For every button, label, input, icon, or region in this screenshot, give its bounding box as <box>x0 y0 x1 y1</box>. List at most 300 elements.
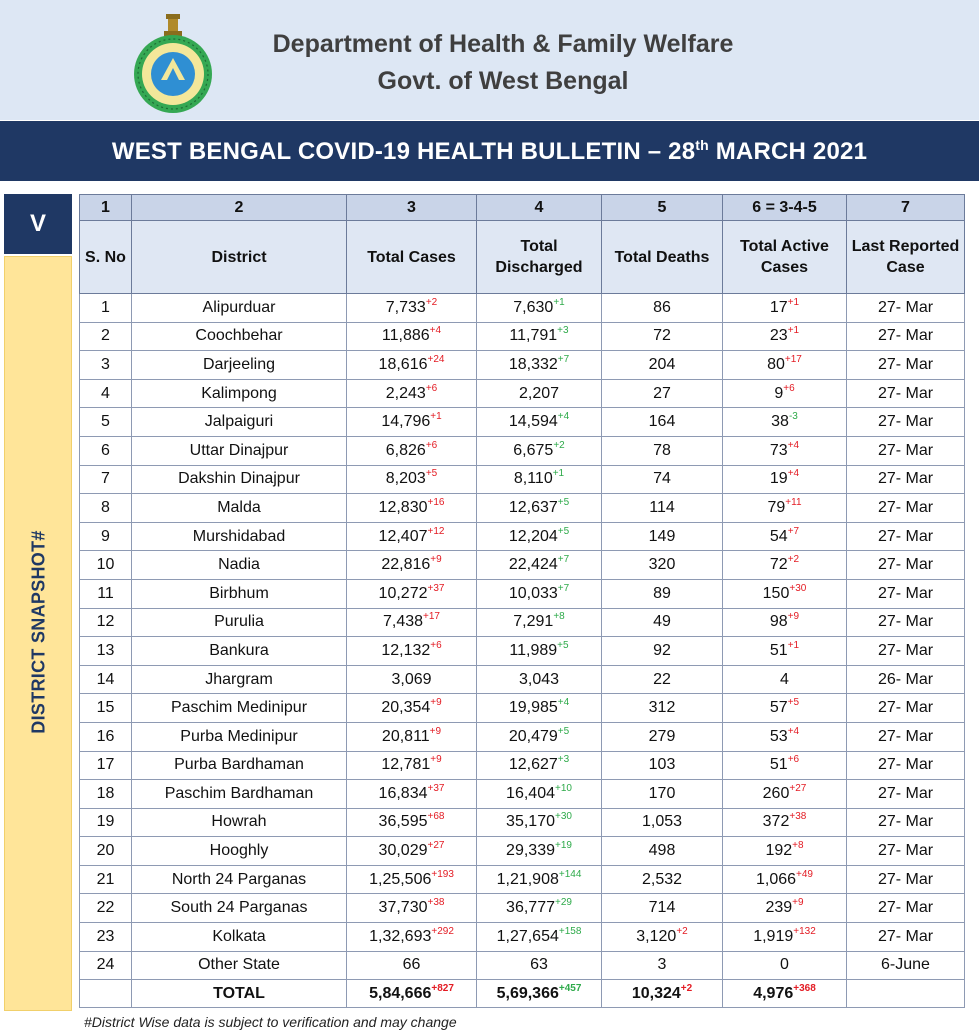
table-row <box>80 865 965 894</box>
total-cases-value: 10,272 <box>378 584 428 602</box>
total-deaths-value: 27 <box>653 384 671 402</box>
total-discharged-change: +4 <box>557 697 570 709</box>
total-active-change: +11 <box>785 496 802 508</box>
serial-number-value: 14 <box>96 670 115 688</box>
total-deaths-value: 92 <box>653 641 671 659</box>
total-deaths-cell <box>602 637 723 666</box>
total-active-cell <box>723 551 847 580</box>
total-cases-value: 16,834 <box>378 784 428 802</box>
serial-number-cell <box>80 608 132 637</box>
total-cases-value: 2,243 <box>385 384 426 402</box>
district-value: Murshidabad <box>192 527 286 545</box>
total-cases-value: 7,438 <box>382 613 424 631</box>
total-discharged-cell <box>477 951 602 980</box>
last-reported-cell <box>847 665 965 694</box>
serial-number-cell <box>80 837 132 866</box>
serial-number-cell <box>80 780 132 809</box>
total-active-cell <box>723 923 847 952</box>
total-discharged-cell <box>477 351 602 380</box>
total-discharged-cell <box>477 722 602 751</box>
last-reported-value: 27- Mar <box>877 327 934 345</box>
total-discharged-change: +1 <box>552 468 565 480</box>
total-active-value: 17 <box>769 298 788 316</box>
serial-number-value: 10 <box>96 556 115 574</box>
bulletin-title-suffix: MARCH 2021 <box>708 138 868 165</box>
total-cases-cell <box>347 465 477 494</box>
total-discharged-change: +5 <box>557 525 570 537</box>
total-active-value: 38 <box>771 413 789 431</box>
total-cases-cell <box>347 923 477 952</box>
total-discharged-value: 3,043 <box>518 670 560 688</box>
total-discharged-cell <box>477 751 602 780</box>
district-value: Jhargram <box>205 670 273 688</box>
total-active-cell <box>723 980 847 1008</box>
total-deaths-cell <box>602 408 723 437</box>
total-cases-cell <box>347 894 477 923</box>
total-discharged-change: +7 <box>557 353 570 365</box>
column-number-row <box>80 195 965 221</box>
serial-number-value: 20 <box>96 842 115 860</box>
district-value: Kolkata <box>212 927 266 945</box>
total-discharged-cell <box>477 865 602 894</box>
district-cell <box>132 837 347 866</box>
total-active-value: 98 <box>769 613 788 631</box>
total-active-change: +4 <box>787 725 800 737</box>
last-reported-value: 27- Mar <box>877 298 934 316</box>
table-row <box>80 894 965 923</box>
total-discharged-value: 7,630 <box>513 298 554 316</box>
total-deaths-cell <box>602 494 723 523</box>
total-discharged-value: 11,791 <box>509 327 558 345</box>
total-cases-change: +9 <box>430 754 442 766</box>
last-reported-value: 27- Mar <box>877 784 934 802</box>
total-active-cell <box>723 579 847 608</box>
total-discharged-value: 63 <box>530 956 548 974</box>
total-discharged-change: +4 <box>557 411 570 423</box>
total-cases-value: 1,25,506 <box>369 870 432 888</box>
district-cell <box>132 465 347 494</box>
total-active-change: +38 <box>789 811 807 823</box>
total-deaths-cell <box>602 465 723 494</box>
column-number: 4 <box>477 195 602 221</box>
bulletin-title-banner <box>0 121 979 181</box>
total-deaths-cell <box>602 980 723 1008</box>
total-cases-cell <box>347 294 477 323</box>
total-cases-cell <box>347 379 477 408</box>
last-reported-cell <box>847 322 965 351</box>
total-deaths-value: 72 <box>653 327 671 345</box>
total-cases-change: +2 <box>425 296 438 308</box>
total-discharged-cell <box>477 294 602 323</box>
serial-number-cell <box>80 951 132 980</box>
total-discharged-cell <box>477 522 602 551</box>
total-discharged-value: 12,627 <box>508 756 558 774</box>
district-value: Alipurduar <box>202 298 276 316</box>
total-active-value: 1,066 <box>755 870 797 888</box>
serial-number-value: 7 <box>101 470 110 488</box>
total-deaths-cell <box>602 665 723 694</box>
total-cases-change: +1 <box>430 411 442 423</box>
total-cases-change: +37 <box>427 582 445 594</box>
total-deaths-value: 2,532 <box>641 870 683 888</box>
district-cell <box>132 923 347 952</box>
total-discharged-cell <box>477 608 602 637</box>
last-reported-value: 27- Mar <box>877 842 934 860</box>
district-value: Nadia <box>218 556 260 574</box>
last-reported-value: 27- Mar <box>877 927 934 945</box>
column-number: 3 <box>347 195 477 221</box>
serial-number-cell <box>80 923 132 952</box>
column-number: 5 <box>602 195 723 221</box>
district-cell <box>132 694 347 723</box>
district-snapshot-table <box>79 194 965 1008</box>
district-cell <box>132 808 347 837</box>
table-row <box>80 408 965 437</box>
district-cell <box>132 436 347 465</box>
total-discharged-value: 2,207 <box>518 384 560 402</box>
total-deaths-value: 498 <box>648 842 676 860</box>
serial-number-value: 17 <box>96 756 115 774</box>
district-cell <box>132 951 347 980</box>
total-cases-value: 3,069 <box>391 670 432 688</box>
serial-number-value: 8 <box>101 498 110 516</box>
table-row <box>80 436 965 465</box>
total-cases-cell <box>347 579 477 608</box>
total-active-value: 239 <box>765 899 793 917</box>
district-cell <box>132 579 347 608</box>
total-discharged-value: 18,332 <box>508 355 558 373</box>
last-reported-cell <box>847 436 965 465</box>
header-total-cases: Total Cases <box>347 221 477 294</box>
total-deaths-cell <box>602 808 723 837</box>
total-active-cell <box>723 780 847 809</box>
total-discharged-change: +2 <box>553 439 565 451</box>
district-value: Malda <box>217 498 261 516</box>
total-active-value: 19 <box>769 470 788 488</box>
total-active-cell <box>723 808 847 837</box>
last-reported-value: 27- Mar <box>877 727 934 745</box>
total-cases-value: 14,796 <box>381 413 431 431</box>
total-active-value: 23 <box>769 327 788 345</box>
total-cases-value: 30,029 <box>378 842 428 860</box>
table-row <box>80 465 965 494</box>
total-deaths-change: +2 <box>676 925 688 937</box>
total-discharged-value: 35,170 <box>506 813 555 831</box>
total-discharged-cell <box>477 780 602 809</box>
total-deaths-cell <box>602 379 723 408</box>
total-active-change: +2 <box>787 554 800 566</box>
total-active-value: 4 <box>780 670 789 688</box>
last-reported-cell <box>847 808 965 837</box>
total-cases-cell <box>347 980 477 1008</box>
total-active-cell <box>723 294 847 323</box>
total-active-value: 57 <box>769 699 788 717</box>
table-row <box>80 494 965 523</box>
district-cell <box>132 865 347 894</box>
last-reported-cell <box>847 837 965 866</box>
total-discharged-cell <box>477 923 602 952</box>
total-deaths-cell <box>602 923 723 952</box>
total-cases-change: +68 <box>427 811 445 823</box>
total-cases-cell <box>347 751 477 780</box>
total-active-change: +1 <box>787 296 800 308</box>
serial-number-value: 18 <box>96 784 115 802</box>
total-cases-value: 37,730 <box>378 899 428 917</box>
total-cases-change: +24 <box>427 353 445 365</box>
district-value: Purulia <box>214 613 264 631</box>
last-reported-value: 27- Mar <box>877 699 934 717</box>
total-discharged-change: +10 <box>554 782 572 794</box>
total-cases-cell <box>347 522 477 551</box>
district-value: Other State <box>198 956 280 974</box>
district-cell <box>132 722 347 751</box>
total-cases-value: 12,781 <box>381 756 431 774</box>
serial-number-value: 1 <box>101 298 110 316</box>
table-row <box>80 923 965 952</box>
total-cases-change: +193 <box>431 868 454 880</box>
total-deaths-cell <box>602 351 723 380</box>
district-cell <box>132 608 347 637</box>
district-value: Kalimpong <box>201 384 277 402</box>
total-blank-cell <box>847 980 965 1008</box>
district-value: Purba Bardhaman <box>174 756 304 774</box>
total-discharged-change: +3 <box>557 325 569 337</box>
last-reported-cell <box>847 780 965 809</box>
district-value: Jalpaiguri <box>204 413 274 431</box>
header-total-discharged: Total Discharged <box>477 221 602 294</box>
table-row <box>80 579 965 608</box>
total-cases-value: 20,811 <box>381 727 430 745</box>
bulletin-title-prefix: WEST BENGAL COVID-19 HEALTH BULLETIN – 28 <box>111 138 696 165</box>
total-discharged-value: 1,21,908 <box>496 870 559 888</box>
column-number: 2 <box>132 195 347 221</box>
total-discharged-change: +30 <box>554 811 572 823</box>
total-active-change: -3 <box>788 411 798 423</box>
table-row <box>80 637 965 666</box>
total-cases-value: 8,203 <box>385 470 426 488</box>
last-reported-cell <box>847 351 965 380</box>
total-discharged-cell <box>477 465 602 494</box>
total-active-cell <box>723 865 847 894</box>
total-discharged-cell <box>477 494 602 523</box>
total-discharged-cell <box>477 408 602 437</box>
last-reported-value: 27- Mar <box>877 584 934 602</box>
total-deaths-cell <box>602 436 723 465</box>
district-cell <box>132 322 347 351</box>
last-reported-cell <box>847 894 965 923</box>
last-reported-cell <box>847 294 965 323</box>
header-total-active-cases: Total Active Cases <box>723 221 847 294</box>
total-active-value: 372 <box>762 813 790 831</box>
table-row <box>80 722 965 751</box>
total-active-cell <box>723 465 847 494</box>
district-value: Dakshin Dinajpur <box>178 470 300 488</box>
last-reported-cell <box>847 865 965 894</box>
bulletin-title-superscript: th <box>695 137 709 153</box>
serial-number-value: 16 <box>96 727 115 745</box>
total-active-change: +49 <box>796 868 813 880</box>
total-discharged-cell <box>477 436 602 465</box>
table-row <box>80 837 965 866</box>
total-active-value: 72 <box>769 556 788 574</box>
last-reported-cell <box>847 551 965 580</box>
district-value: Birbhum <box>209 584 269 602</box>
column-number: 1 <box>80 195 132 221</box>
last-reported-cell <box>847 637 965 666</box>
total-active-change: +17 <box>784 353 802 365</box>
total-discharged-value: 6,675 <box>513 441 554 459</box>
last-reported-cell <box>847 494 965 523</box>
district-value: Uttar Dinajpur <box>189 441 289 459</box>
total-active-change: +6 <box>787 754 800 766</box>
total-deaths-value: 10,324 <box>631 984 681 1002</box>
last-reported-cell <box>847 579 965 608</box>
total-deaths-value: 170 <box>648 784 676 802</box>
district-cell <box>132 551 347 580</box>
total-cases-change: +9 <box>430 697 442 709</box>
total-discharged-value: 10,033 <box>508 584 558 602</box>
last-reported-cell <box>847 751 965 780</box>
total-cases-cell <box>347 808 477 837</box>
district-value: Hooghly <box>209 842 269 860</box>
total-active-change: +4 <box>787 439 800 451</box>
total-cases-value: 11,886 <box>381 327 430 345</box>
serial-number-cell <box>80 665 132 694</box>
total-cases-change: +9 <box>429 725 442 737</box>
total-cases-change: +27 <box>427 840 445 852</box>
total-active-change: +27 <box>789 782 807 794</box>
serial-number-cell <box>80 894 132 923</box>
total-cases-cell <box>347 837 477 866</box>
district-value: Howrah <box>211 813 267 831</box>
total-discharged-cell <box>477 894 602 923</box>
total-deaths-value: 74 <box>653 470 671 488</box>
last-reported-cell <box>847 465 965 494</box>
serial-number-cell <box>80 294 132 323</box>
table-row <box>80 551 965 580</box>
total-active-value: 73 <box>769 441 788 459</box>
department-name: Department of Health & Family Welfare <box>272 30 734 58</box>
serial-number-value: 21 <box>96 870 115 888</box>
total-active-change: +30 <box>789 582 807 594</box>
total-deaths-cell <box>602 551 723 580</box>
total-cases-cell <box>347 551 477 580</box>
total-cases-change: +16 <box>427 496 445 508</box>
serial-number-value: 12 <box>96 613 115 631</box>
total-active-cell <box>723 379 847 408</box>
government-name: Govt. of West Bengal <box>377 67 629 95</box>
total-deaths-value: 312 <box>648 699 676 717</box>
section-number-tab: V <box>4 194 72 254</box>
total-cases-cell <box>347 322 477 351</box>
total-discharged-value: 12,204 <box>508 527 558 545</box>
total-deaths-change: +2 <box>680 982 693 994</box>
total-cases-value: 7,733 <box>385 298 426 316</box>
district-cell <box>132 665 347 694</box>
district-cell <box>132 894 347 923</box>
column-header-row <box>80 221 965 294</box>
total-cases-change: +17 <box>423 611 440 623</box>
total-active-cell <box>723 522 847 551</box>
last-reported-value: 27- Mar <box>877 470 934 488</box>
total-discharged-cell <box>477 980 602 1008</box>
total-row <box>80 980 965 1008</box>
total-discharged-cell <box>477 551 602 580</box>
total-discharged-change: +1 <box>553 296 565 308</box>
total-cases-change: +9 <box>430 554 442 566</box>
total-deaths-value: 22 <box>653 670 671 688</box>
total-discharged-change: +19 <box>554 840 572 852</box>
serial-number-cell <box>80 408 132 437</box>
total-active-change: +1 <box>787 639 800 651</box>
total-discharged-cell <box>477 322 602 351</box>
total-cases-cell <box>347 865 477 894</box>
total-cases-change: +38 <box>427 897 445 909</box>
table-row <box>80 780 965 809</box>
total-deaths-cell <box>602 579 723 608</box>
total-cases-change: +5 <box>425 468 438 480</box>
total-cases-value: 22,816 <box>381 556 431 574</box>
district-cell <box>132 408 347 437</box>
footnote: #District Wise data is subject to verification and may change <box>84 1014 457 1030</box>
table-row <box>80 694 965 723</box>
total-cases-cell <box>347 608 477 637</box>
table-row <box>80 665 965 694</box>
total-cases-value: 18,616 <box>378 355 428 373</box>
total-cases-value: 12,830 <box>378 498 428 516</box>
total-label: TOTAL <box>132 980 347 1008</box>
total-cases-change: +6 <box>425 439 438 451</box>
total-cases-change: +37 <box>427 782 445 794</box>
serial-number-value: 5 <box>101 413 110 431</box>
total-active-change: +6 <box>783 382 795 394</box>
last-reported-value: 27- Mar <box>877 813 934 831</box>
total-discharged-change: +3 <box>557 754 570 766</box>
total-deaths-value: 86 <box>653 298 671 316</box>
district-cell <box>132 637 347 666</box>
total-deaths-cell <box>602 780 723 809</box>
table-row <box>80 379 965 408</box>
total-cases-change: +6 <box>425 382 438 394</box>
total-active-cell <box>723 322 847 351</box>
total-deaths-value: 320 <box>648 556 676 574</box>
table-row <box>80 294 965 323</box>
total-active-change: +8 <box>792 840 804 852</box>
serial-number-value: 6 <box>101 441 110 459</box>
serial-number-cell <box>80 436 132 465</box>
total-discharged-cell <box>477 637 602 666</box>
total-discharged-cell <box>477 837 602 866</box>
total-deaths-cell <box>602 865 723 894</box>
last-reported-cell <box>847 951 965 980</box>
sidebar-label: DISTRICT SNAPSHOT# <box>28 530 49 734</box>
total-cases-cell <box>347 951 477 980</box>
total-active-cell <box>723 894 847 923</box>
total-cases-value: 66 <box>402 956 421 974</box>
serial-number-cell <box>80 751 132 780</box>
total-active-value: 54 <box>769 527 788 545</box>
total-discharged-change: +5 <box>557 725 570 737</box>
total-cases-change: +6 <box>430 639 442 651</box>
total-active-value: 80 <box>767 355 785 373</box>
total-cases-value: 36,595 <box>378 813 428 831</box>
total-cases-cell <box>347 722 477 751</box>
total-active-value: 260 <box>762 784 790 802</box>
district-value: North 24 Parganas <box>171 870 307 888</box>
total-discharged-change: +158 <box>558 925 582 937</box>
total-deaths-value: 114 <box>649 498 675 516</box>
district-cell <box>132 494 347 523</box>
